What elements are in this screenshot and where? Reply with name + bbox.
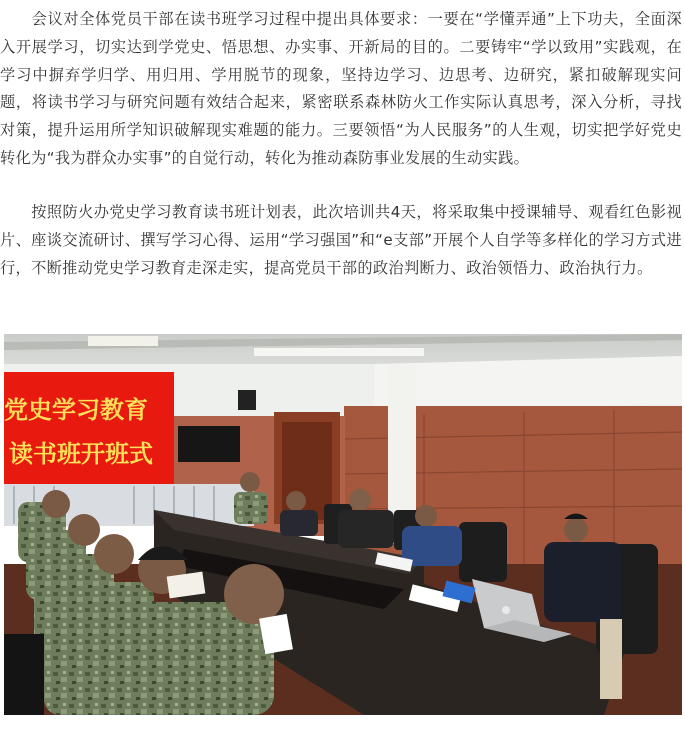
- tv-screen: [178, 426, 240, 462]
- red-banner: [4, 372, 174, 490]
- body-paragraph-2: 按照防火办党史学习教育读书班计划表，此次培训共4天，将采取集中授课辅导、观看红色影视片、座谈交流研讨、撰写学习心得、运用“学习强国”和“e支部”开展个人自学等多样化的学习方式进行，不断推动党史学习教育走深走实，提高党员干部的政治判断力、政治领悟力、政治执行力。: [0, 203, 682, 277]
- banner-line-2: 读书班开班式: [9, 440, 153, 468]
- meeting-photo: [4, 334, 682, 715]
- body-paragraph-1: 会议对全体党员干部在读书班学习过程中提出具体要求：一要在“学懂弄通”上下功夫，全面深入开展学习，切实达到学党史、悟思想、办实事、开新局的目的。二要铸牢“学以致用”实践观，在学习中摒弃学归学、用归用、学用脱节的现象，坚持边学习、边思考、边研究，紧扣破解现实问题，将读书学习与研究问题有效结合起来，紧密联系森林防火工作实际认真思考，深入分析，寻找对策，提升运用所学知识破解现实难题的能力。三要领悟“为人民服务”的人生观，切实把学好党史转化为“我为群众办实事”的自觉行动，转化为推动森防事业发展的生动实践。: [0, 10, 682, 167]
- speaker: [238, 390, 256, 410]
- banner-line-1: 党史学习教育: [4, 396, 148, 424]
